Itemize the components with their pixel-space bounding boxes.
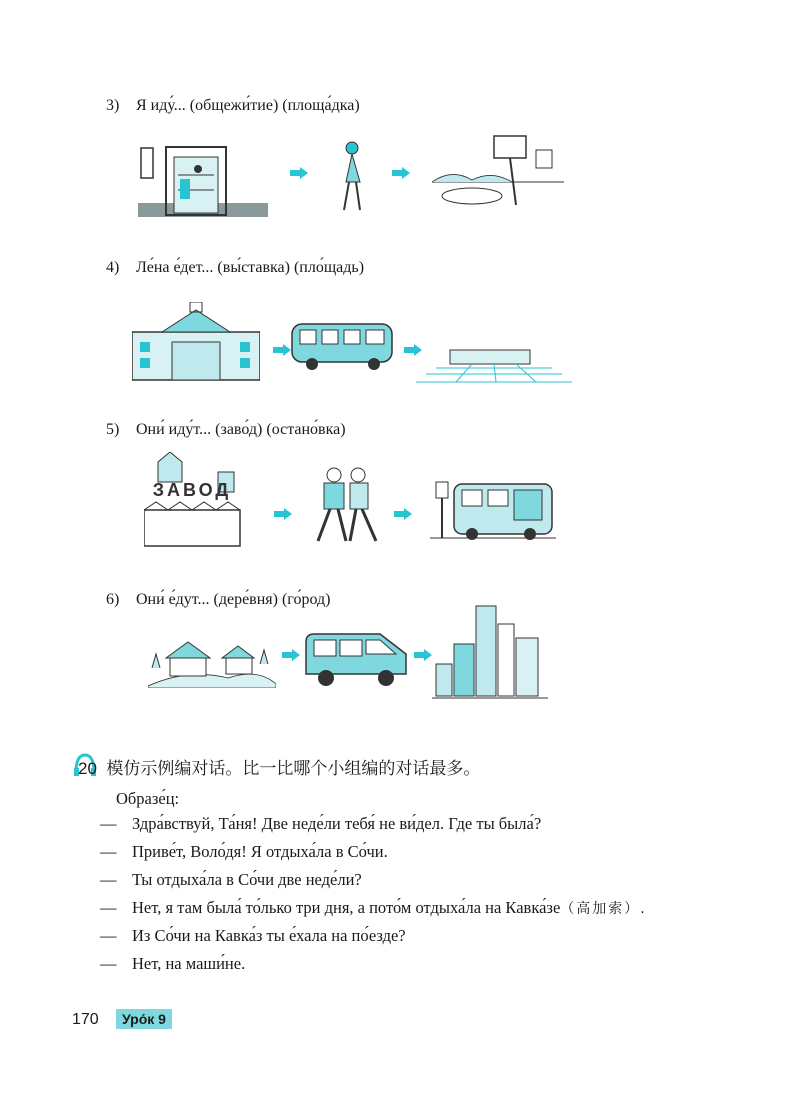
dialogue-text: Нет, я там была́ то́лько три дня, а пото́м отдыха́ла на Кавка́зе bbox=[132, 898, 561, 917]
dialogue-line bbox=[100, 814, 541, 834]
exercise-sentence: Ле́на е́дет... (вы́ставка) (пло́щадь) bbox=[136, 259, 365, 276]
dialogue-text: Приве́т, Воло́дя! Я отдыха́ла в Со́чи. bbox=[132, 842, 388, 861]
dialogue-text: Ты отдыха́ла в Со́чи две неде́ли? bbox=[132, 870, 362, 889]
exercise-6 bbox=[106, 591, 330, 609]
exercise-sentence: Они́ иду́т... (заво́д) (остано́вка) bbox=[136, 421, 346, 438]
dialogue-text: Нет, на маши́не. bbox=[132, 954, 246, 973]
dialogue-line bbox=[100, 926, 406, 946]
page-number: 170 bbox=[72, 1011, 99, 1028]
walking-men-illustration bbox=[310, 465, 384, 545]
square-illustration bbox=[416, 340, 572, 384]
dialogue-text: Из Со́чи на Кавка́з ты е́хала на по́езде? bbox=[132, 926, 406, 945]
sample-label: Образе́ц: bbox=[116, 789, 180, 808]
bus-illustration bbox=[290, 320, 395, 372]
exercise-sentence: Они́ е́дут... (дере́вня) (го́род) bbox=[136, 591, 331, 608]
exercise-5 bbox=[106, 421, 346, 439]
dash: — bbox=[100, 814, 117, 833]
arrow-right-icon bbox=[274, 508, 292, 520]
task-instruction: 模仿示例编对话。比一比哪个小组编的对话最多。 bbox=[106, 759, 481, 779]
lesson-badge: Уро́к 9 bbox=[116, 1009, 172, 1029]
minibus-illustration bbox=[302, 630, 410, 690]
village-illustration bbox=[148, 628, 276, 688]
arrow-right-icon bbox=[392, 167, 410, 179]
exercise-3 bbox=[106, 97, 360, 115]
translation-gloss: （高加索）. bbox=[560, 901, 647, 917]
arrow-right-icon bbox=[273, 344, 291, 356]
exercise-number: 5) bbox=[106, 421, 120, 438]
bus-stop-illustration bbox=[430, 476, 556, 544]
exhibition-building-illustration bbox=[132, 302, 260, 382]
exercise-number: 4) bbox=[106, 259, 120, 276]
task-number: 20 bbox=[78, 759, 97, 778]
exercise-4 bbox=[106, 259, 364, 277]
dialogue-line bbox=[100, 842, 388, 862]
dialogue-line bbox=[100, 954, 245, 974]
factory-illustration bbox=[144, 452, 244, 548]
dash: — bbox=[100, 870, 117, 889]
arrow-right-icon bbox=[282, 649, 300, 661]
dash: — bbox=[100, 898, 117, 917]
dialogue-line bbox=[100, 870, 362, 890]
dash: — bbox=[100, 842, 117, 861]
arrow-right-icon bbox=[414, 649, 432, 661]
factory-sign: ЗАВОД bbox=[152, 480, 232, 500]
sports-ground-illustration bbox=[432, 130, 564, 212]
dash: — bbox=[100, 926, 117, 945]
task-heading bbox=[78, 754, 480, 779]
dash: — bbox=[100, 954, 117, 973]
exercise-sentence: Я иду́... (общежи́тие) (площа́дка) bbox=[136, 97, 360, 114]
exercise-number: 6) bbox=[106, 591, 120, 608]
dialogue-line bbox=[100, 898, 647, 918]
walking-girl-illustration bbox=[332, 140, 372, 216]
exercise-number: 3) bbox=[106, 97, 120, 114]
dialogue-text: Здра́вствуй, Та́ня! Две неде́ли тебя́ не ви́дел. Где ты была́? bbox=[132, 814, 542, 833]
city-illustration bbox=[432, 604, 548, 702]
arrow-right-icon bbox=[290, 167, 308, 179]
arrow-right-icon bbox=[394, 508, 412, 520]
dormitory-illustration bbox=[138, 145, 268, 220]
